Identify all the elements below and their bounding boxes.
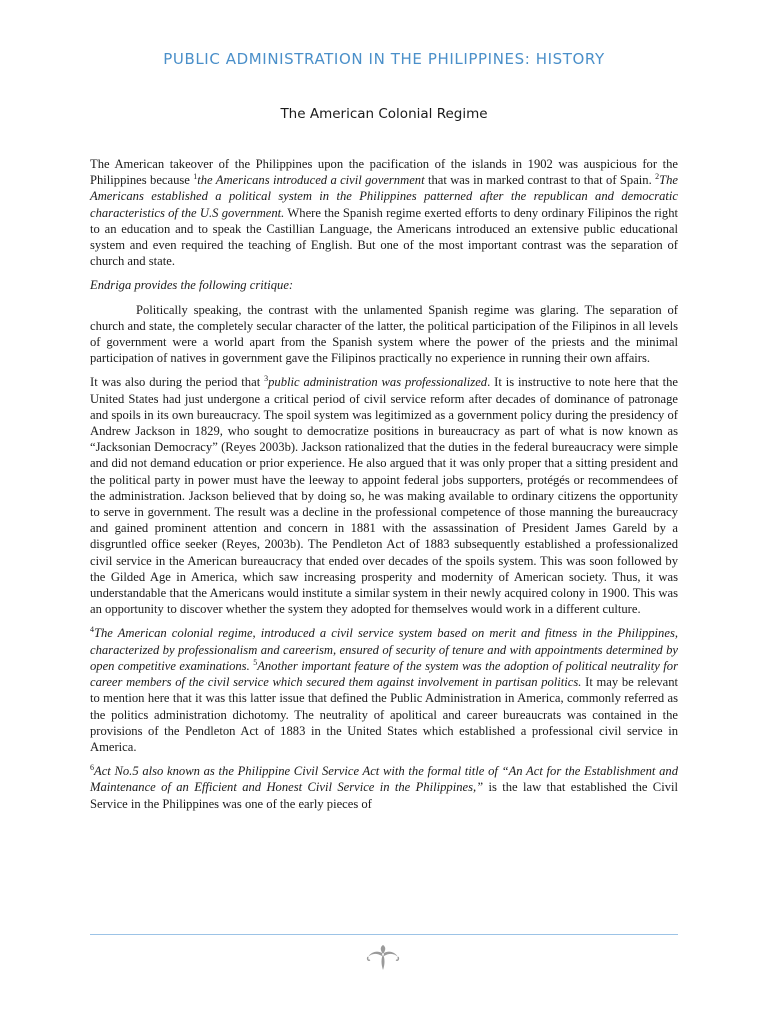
paragraph-text: It may be relevant to mention here that it was this latter issue that defined the Public Administration in America, commonly referred as the politics administration dichotomy. The neutrality of apolitical and career bureaucrats was contained in the provisions of the Pendleton Act of 1883 in the United States which established a professional civil service in America.: [90, 675, 678, 754]
italic-phrase: public administration was professionalized: [268, 375, 488, 390]
italic-phrase: Act No.5 also known as the Philippine Civil Service Act with the formal title of “An Act for the Establishment and Maintenance of an Efficient and Honest Civil Service in the Philippines,”: [90, 764, 678, 795]
document-body: [90, 156, 678, 820]
block-quote: Politically speaking, the contrast with the unlamented Spanish regime was glaring. The separation of church and state, the completely secular character of the latter, the political participation of the Filipinos in all levels of government were a world apart from the Spanish system where the power of the priests and the minimal participation of natives in government gave the Filipinos practically no experience in running their own affairs.: [90, 302, 678, 366]
footnote-marker: 1: [193, 172, 198, 182]
footnote-marker: 3: [264, 374, 269, 384]
paragraph-5: [90, 625, 678, 755]
footnote-marker: 6: [90, 762, 94, 772]
italic-phrase: the Americans introduced a civil government: [197, 173, 425, 188]
quote-intro: Endriga provides the following critique:: [90, 278, 294, 293]
paragraph-2: [90, 277, 678, 293]
footnote-marker: 5: [253, 657, 258, 667]
footnote-marker: 4: [90, 625, 94, 635]
footnote-marker: 2: [655, 172, 660, 182]
paragraph-text: It was also during the period that: [90, 375, 265, 390]
paragraph-text: that was in marked contrast to that of Spain.: [424, 173, 656, 188]
paragraph-6: [90, 763, 678, 812]
footer-divider: [90, 934, 678, 935]
paragraph-text: The American takeover of the Philippines upon the pacification of the islands in 1902 was auspicious for the Philippines because: [90, 157, 678, 188]
italic-phrase: The American colonial regime, introduced a civil service system based on merit and fitness in the Philippines, characterized by professionalism and careerism, ensured of security of tenure and with appointments determined by open competitive examinations.: [90, 626, 678, 673]
paragraph-text: Where the Spanish regime exerted efforts to deny ordinary Filipinos the right to an education and to speak the Castillian Language, the Americans introduced an extensive public educational system and even required the teaching of English. But one of the most important contrast was the separation of church and state.: [90, 205, 678, 269]
paragraph-text: . It is instructive to note here that the United States had just undergone a critical period of civil service reform after decades of dominance of patronage and spoils in its own bureaucracy. The spoil system was legitimized as a government policy during the presidency of Andrew Jackson in 1829, who sought to democratize positions in bureaucracy as part of what is now known as “Jacksonian Democracy” (Reyes 2003b). Jackson rationalized that the duties in the federal bureaucracy were simple and did not demand education or prior experience. He also argued that it was only proper that a sitting president and the political party in power must have the leeway to appoint federal jobs supporters, protégés or recommendees of the administration. Jackson believed that by doing so, he was making available to ordinary citizens the opportunity to serve in government. The result was a decline in the professional competence of those manning the bureaucracy and gained prominent attention and concern in 1881 with the assassination of President James Gareld by a disgruntled office seeker (Reyes, 2003b). The Pendleton Act of 1883 subsequently established a professionalized civil service in the American bureaucracy that ended over decades of the spoils system. This was soon followed by the Gilded Age in America, which saw increasing prosperity and modernity of American society. Thus, it was understandable that the Americans would institute a similar system in their newly acquired colony in 1900. This was an opportunity to discover whether the system they adopted for themselves would work in a different culture.: [90, 375, 678, 617]
italic-phrase: Another important feature of the system was the adoption of political neutrality for career members of the civil service which secured them against involvement in partisan politics.: [90, 658, 678, 690]
paragraph-text: is the law that established the Civil Service in the Philippines was one of the early pieces of: [90, 780, 678, 811]
section-heading: The American Colonial Regime: [280, 106, 488, 122]
document-title: PUBLIC ADMINISTRATION IN THE PHILIPPINES: HISTORY: [163, 50, 605, 68]
fleuron-icon: [366, 944, 400, 972]
paragraph-4: [90, 374, 678, 617]
italic-phrase: The Americans established a political system in the Philippines patterned after the republican and democratic characteristics of the U.S government.: [90, 173, 678, 220]
paragraph-1: [90, 156, 678, 269]
